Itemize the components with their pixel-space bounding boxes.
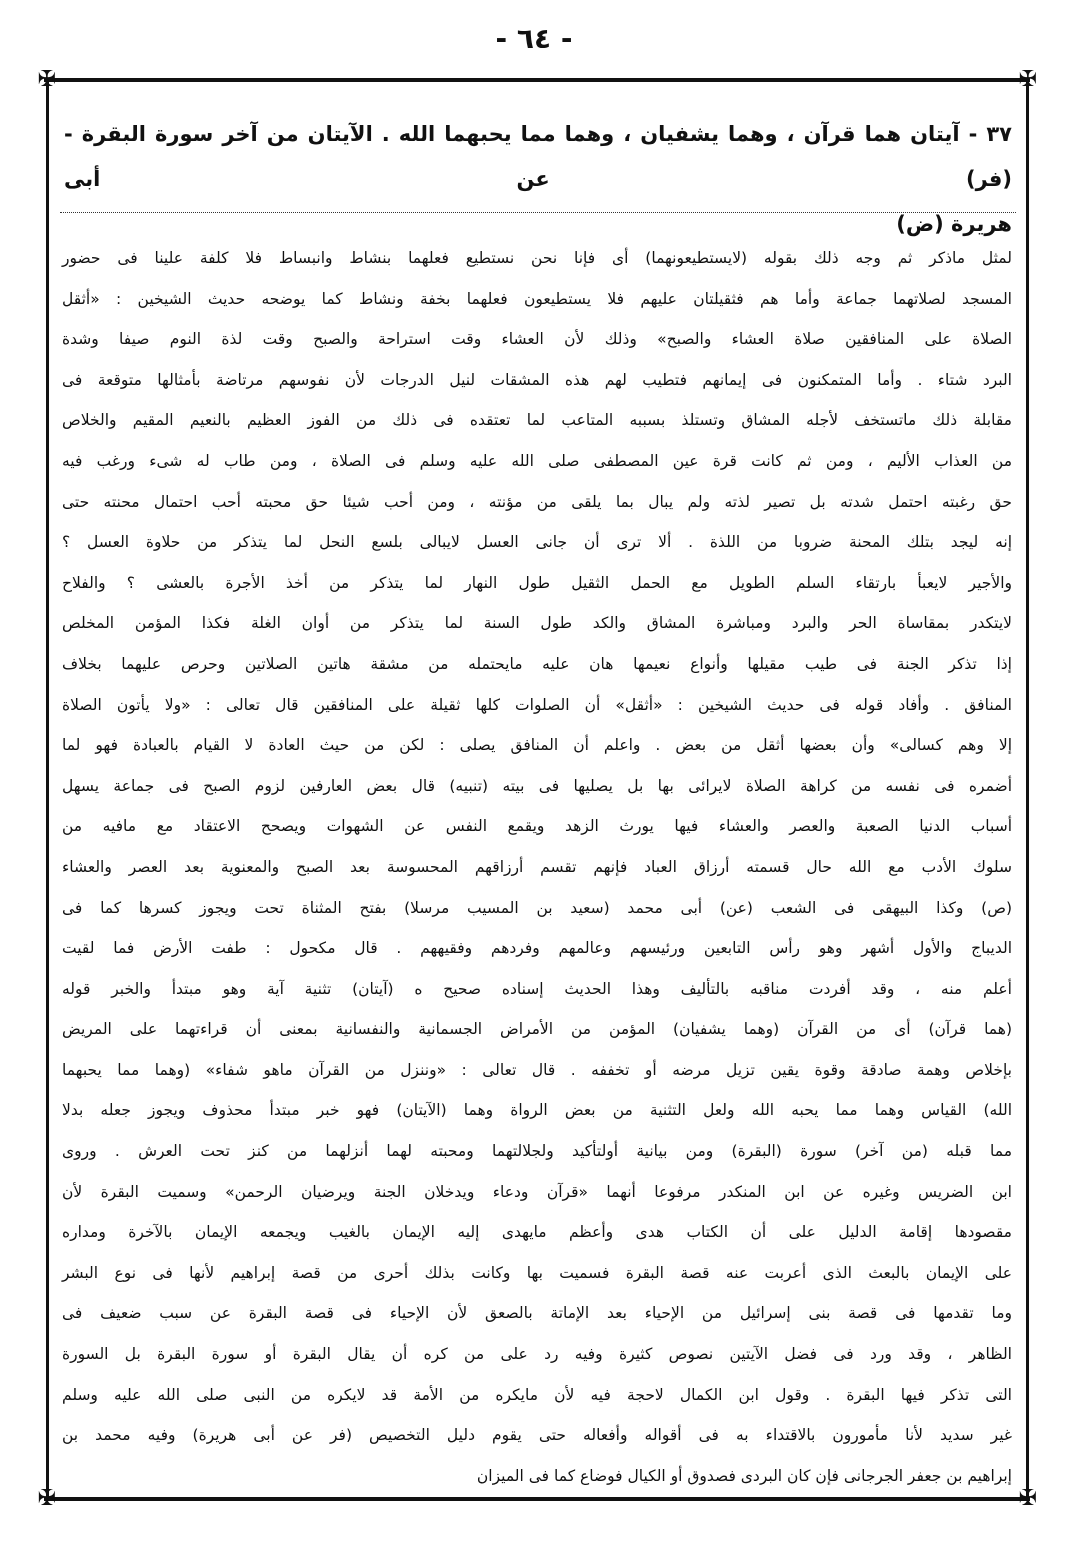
commentary-line: سلوك الأدب مع الله حال قسمته أرزاق العباد فإنهم تقسم أرزاقهم المحسوسة بعد الصبح والمعنوية بعد العصر والعشاء — [62, 857, 1012, 876]
commentary-line: الديباج والأول أشهر وهو رأس التابعين ورئيسهم وعالمهم وفردهم وفقيههم . قال مكحول : طفت الأرض فما لقيت — [62, 939, 1012, 958]
commentary-line: أضمره فى نفسه من كراهة الصلاة لايرائى بها بل يصليها فى بيته (تنبيه) قال بعض العارفين لزوم الصبح فى جماعة يسهل — [62, 776, 1012, 795]
commentary-line: المسجد لصلاتهما جماعة وأما هم فثقيلتان عليهم فلا يستطيعون فعلهما بخفة ونشاط كما يوضحه حديث الشيخين : «أثقل — [62, 289, 1012, 308]
corner-ornament-icon: ✠ — [1018, 67, 1038, 92]
commentary-line: الصلاة على المنافقين صلاة العشاء والصبح» وذلك لأن العشاء وقت استراحة والصبح وقت لذة النوم صيفا وشدة — [62, 330, 1012, 349]
commentary-line: إبراهيم بن جعفر الجرجانى فإن كان البردى فصدوق أو الكيال فوضاع كما فى الميزان — [476, 1466, 1012, 1485]
commentary-line: إلا وهم كسالى» وأن بعضها أثقل من بعض . واعلم أن المنافق يصلى : لكن من حيث العادة لا القيام بالعبادة فهو لما — [62, 736, 1012, 755]
commentary-line: الله) القياس وهما مما يحبه الله ولعل التثنية من بعض الرواة وهما (الآيتان) فهو خبر مبتدأ محذوف ويجوز جعله بدلا — [62, 1101, 1012, 1120]
top-rule — [44, 78, 1030, 82]
section-divider — [60, 212, 1016, 213]
bottom-rule — [44, 1497, 1030, 1501]
commentary-line: حق رغبته احتمل شدته بل تصير لذته ولم يبال بما يلقى من مؤنته ، ومن أحب شيئا حق محبته أحب احتمال محنته حتى — [62, 492, 1012, 511]
commentary-line: من العذاب الأليم ، ومن ثم كانت قرة عين المصطفى صلى الله عليه وسلم فى الصلاة ، ومن طاب له شىء ورغب فيه — [62, 451, 1012, 470]
commentary-line: غير سديد لأنا مأمورون بالاقتداء به فى أقواله وأفعاله حتى يقوم دليل التخصيص (فر عن أبى هريرة) وفيه محمد بن — [62, 1426, 1012, 1445]
commentary-line: (هما قرآن) أى من القرآن (وهما يشفيان) المؤمن من الأمراض الجسمانية والنفسانية بمعنى أن قراءتهما على المريض — [62, 1020, 1012, 1039]
commentary-line: ابن الضريس وغيره عن ابن المنكدر مرفوعا أنهما «قرآن ودعاء ويدخلان الجنة ويرضيان الرحمن» وسميت البقرة لأن — [62, 1182, 1012, 1201]
commentary-line: المنافق . وأفاد قوله فى حديث الشيخين : «أثقل» أن الصلوات كلها ثقيلة على المنافقين قال تعالى : «ولا يأتون الصلاة — [62, 695, 1012, 714]
commentary-line: وما تقدمها فى قصة بنى إسرائيل من الإحياء بعد الإماتة بالصعق لأن الإحياء فى قصة البقرة عن سبب ضعيف فى — [62, 1304, 1012, 1323]
corner-ornament-icon: ✠ — [1018, 1486, 1038, 1511]
corner-ornament-icon: ✠ — [37, 1486, 57, 1511]
commentary-line: مقابلة ذلك ماتستخف لأجله المشاق وتستلذ بسببه المتاعب لما تعتقده فى ذلك من الفوز العظيم بالنعيم المقيم والخلاص — [62, 411, 1012, 430]
commentary-line: والأجير لايعبأ بارتقاء السلم الطويل مع الحمل الثقيل طول النهار لما يتذكر من أخذ الأجرة بالعشى ؟ والفلاح — [62, 573, 1012, 592]
commentary-text — [62, 238, 1012, 1496]
commentary-line: لايتكدر بمقاساة الحر والبرد ومباشرة المشاق والكد طول السنة لما يتذكر من أوان الغلة فكذا المؤمن المخلص — [62, 614, 1012, 633]
commentary-line: إذا تذكر الجنة فى طيب مقيلها وأنواع نعيمها هان عليه مايحتمله من مشقة هاتين الصلاتين وحرص عليهما بخلاف — [62, 654, 1012, 673]
commentary-line: أسباب الدنيا الصعبة والعصر والعشاء فيها يورث الزهد ويقمع النفس عن الشهوات ويصحح الاعتقاد مع مافيه من — [62, 817, 1012, 836]
corner-ornament-icon: ✠ — [37, 67, 57, 92]
commentary-line: لمثل ماذكر ثم وجه ذلك بقوله (لايستطيعونهما) أى فإنا نحن نستطيع فعلهما بنشاط وانبساط فلا كلفة علينا فى حضور — [62, 249, 1012, 267]
left-border — [46, 80, 49, 1500]
commentary-line: مما قبله (من آخر) سورة (البقرة) ومن بيانية أولتأكيد ولجلالتهما ومحبته لهما أنزلهما من كنز تحت العرش . وروى — [62, 1142, 1012, 1161]
page-number: - ٦٤ - — [495, 22, 573, 55]
commentary-line: الظاهر ، وقد ورد فى فضل الآيتين نصوص كثيرة وفيه رد على من كره أن يقال البقرة أو سورة البقرة بل السورة — [62, 1345, 1012, 1364]
commentary-line: التى تذكر فيها البقرة . وقول ابن الكمال لاحجة فيه لأن مايكره من الأمة قد لايكره من النبى صلى الله عليه وسلم — [62, 1385, 1012, 1404]
commentary-line: (ص) وكذا البيهقى فى الشعب (عن) أبى محمد (سعيد بن المسيب مرسلا) بفتح المثناة تحت ويجوز كسرها كما فى — [62, 898, 1012, 917]
commentary-line: البرد شتاء . وأما المتمكنون فى إيمانهم فتطيب لهم هذه المشقات لنيل الدرجات لأن نفوسهم مرتاضة بأمثالها متوقعة فى — [62, 370, 1012, 389]
hadith-line: ٣٧ - آيتان هما قرآن ، وهما يشفيان ، وهما مما يحبهما الله . الآيتان من آخر سورة البقرة - (فر) عن أبى — [64, 122, 1012, 191]
commentary-line: مقصودها إقامة الدليل على أن الكتاب هدى وأعظم مايهدى إليه الإيمان بالغيب ويجمعه الإيمان بالآخرة ومداره — [62, 1223, 1012, 1242]
hadith-line: هريرة (ض) — [896, 212, 1012, 236]
commentary-line: بإخلاص وهمة صادقة وقوة يقين تزيل مرضه أو تخففه . قال تعالى : «وننزل من القرآن ماهو شفاء» (وهما مما يحبهما — [62, 1060, 1012, 1079]
right-border — [1026, 80, 1029, 1500]
commentary-line: على الإيمان بالبعث الذى أعربت عنه قصة البقرة فسميت بها وكانت بذلك أحرى من قصة إبراهيم لأنها فى نوع البشر — [62, 1263, 1012, 1282]
hadith-text — [64, 112, 1012, 247]
commentary-line: أعلم منه ، وقد أفردت مناقبه بالتأليف وهذا الحديث إسناده صحيح ه (آيتان) تثنية آية وهو مبتدأ والخبر قوله — [62, 979, 1012, 998]
commentary-line: إنه ليجد بتلك المحنة ضروبا من اللذة . ألا ترى أن جانى العسل لايبالى بلسع النحل لما يتذكر من حلاوة العسل ؟ — [62, 533, 1012, 552]
